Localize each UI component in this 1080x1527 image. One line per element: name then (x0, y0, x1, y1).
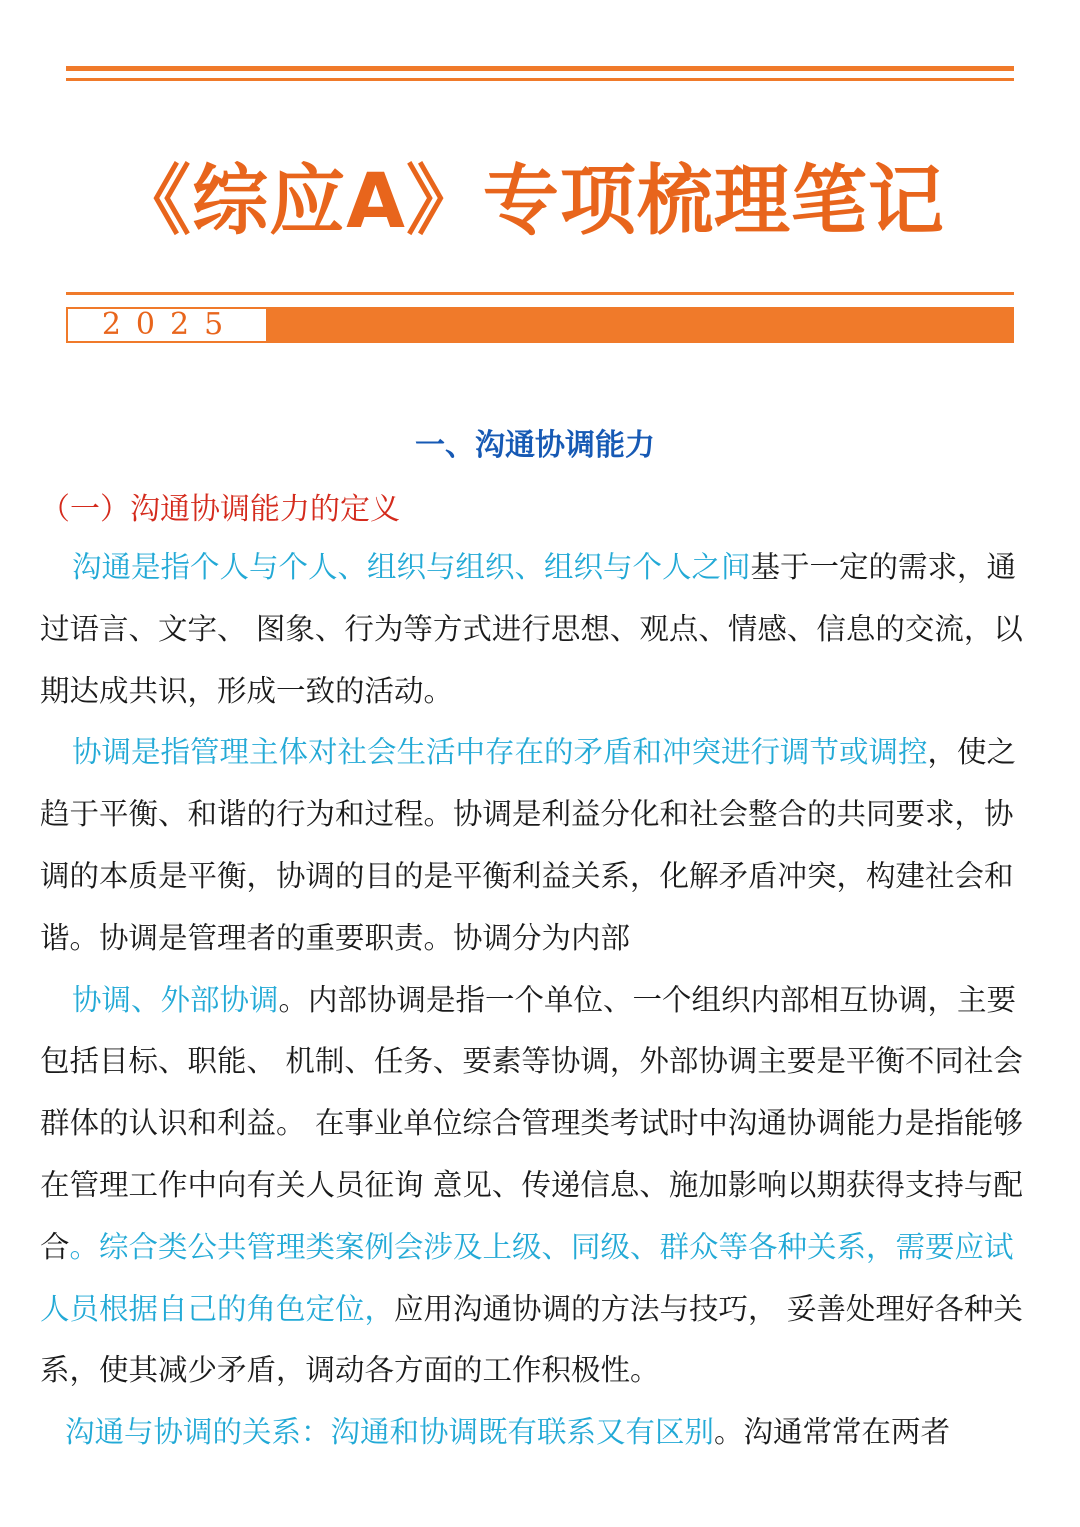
highlight-text: 。综合类公共管理类案例会涉及上级、同级、群众等各种关系，需要应试人员根据自己的角色定位， (40, 1229, 1014, 1326)
paragraph-internal-external-coordination (40, 970, 1040, 1403)
highlight-text: 协调是指管理主体对社会生活中存在的矛盾和冲突进行调节或调控 (72, 735, 928, 770)
highlight-text: 沟通与协调的关系：沟通和协调既有联系又有区别 (65, 1415, 715, 1450)
article-body (40, 537, 1040, 1464)
top-double-rule-upper (66, 66, 1014, 71)
body-text: 。内部协调是指一个单位、一个组织内部相互协调，主要包括目标、职能、 机制、任务、要素等协调，外部协调主要是平衡不同社会群体的认识和利益。 在事业单位综合管理类考试时中沟通协调能力是指能够在管理工作中向有关人员征询 意见、传递信息、施加影响以期获得支持与配合 (40, 982, 1023, 1264)
body-text: 基于一定的需求，通过语言、文字、 图象、行为等方式进行思想、观点、情感、信息的交流，以期达成共识，形成一致的活动。 (40, 550, 1023, 708)
sub-heading: （一）沟通协调能力的定义 (40, 492, 400, 527)
year-label: 2025 (66, 307, 268, 343)
paragraph-coordination-definition (40, 722, 1040, 969)
top-double-rule-lower (66, 78, 1014, 81)
section-heading: 一、沟通协调能力 (415, 428, 655, 463)
year-banner (66, 307, 1014, 343)
highlight-text: 协调、外部协调 (72, 982, 279, 1017)
paragraph-communication-definition (40, 537, 1040, 722)
highlight-text: 沟通是指个人与个人、组织与组织、组织与个人之间 (72, 550, 751, 584)
paragraph-relationship (40, 1402, 1040, 1464)
body-text: 。沟通常常在两者 (714, 1415, 951, 1450)
year-rule (66, 292, 1014, 295)
body-text: ，使之趋于平衡、和谐的行为和过程。协调是利益分化和社会整合的共同要求，协调的本质是平衡，协调的目的是平衡利益关系，化解矛盾冲突，构建社会和谐。协调是管理者的重要职责。协调分为内部 (40, 735, 1017, 955)
page-title: 《综应A》专项梳理笔记 (115, 156, 945, 245)
body-text: 应用沟通协调的方法与技巧， 妥善处理好各种关系，使其减少矛盾，调动各方面的工作积极性。 (40, 1291, 1023, 1388)
